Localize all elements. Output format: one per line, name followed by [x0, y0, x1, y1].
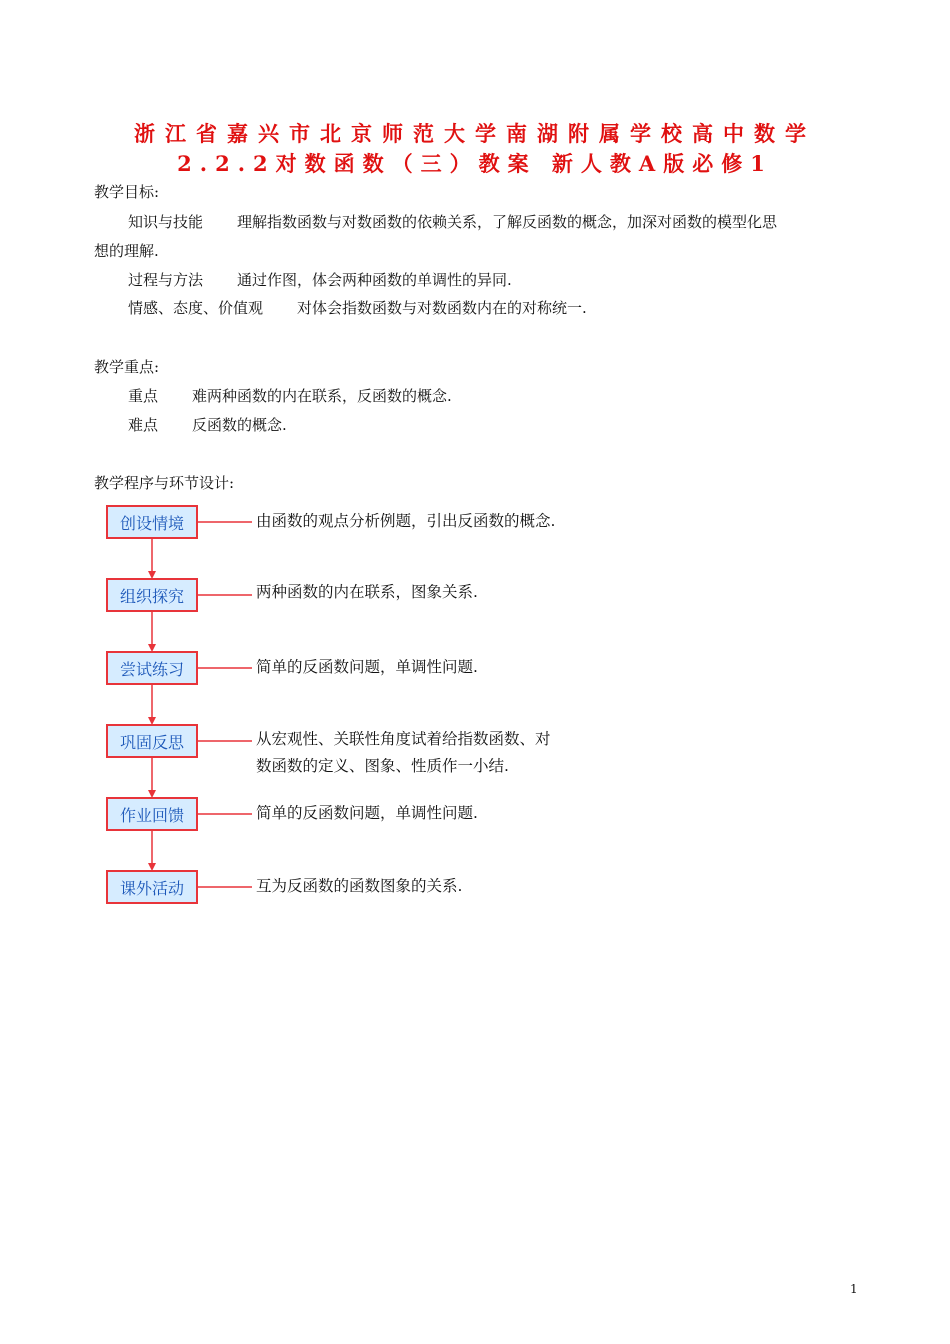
keypoints-heading: 教学重点: [94, 358, 160, 376]
flow-step-desc-line: 数函数的定义、图象、性质作一小结. [256, 757, 509, 775]
objective-knowledge [128, 212, 777, 232]
keypoint-key-text: 难两种函数的内在联系，反函数的概念. [192, 387, 452, 405]
flow-step-desc-1 [256, 508, 555, 535]
keypoint-key [128, 386, 452, 406]
flow-step-desc-line: 简单的反函数问题，单调性问题. [256, 804, 478, 822]
objective-knowledge-text-cont: 想的理解. [94, 242, 159, 260]
keypoint-difficult-label: 难点 [128, 416, 159, 434]
keypoint-difficult-text: 反函数的概念. [192, 416, 287, 434]
objective-emotion-label: 情感、态度、价值观 [128, 299, 264, 317]
flow-step-desc-6 [256, 873, 462, 900]
flow-step-box-3: 尝试练习 [106, 651, 198, 685]
page-number: 1 [850, 1282, 858, 1296]
flow-step-desc-4 [256, 726, 551, 780]
flow-step-desc-3 [256, 654, 478, 681]
procedure-heading: 教学程序与环节设计: [94, 474, 235, 492]
flow-step-box-6: 课外活动 [106, 870, 198, 904]
objective-knowledge-text: 理解指数函数与对数函数的依赖关系，了解反函数的概念，加深对函数的模型化思 [237, 213, 778, 231]
flow-step-box-4: 巩固反思 [106, 724, 198, 758]
objectives-heading: 教学目标: [94, 183, 160, 201]
objective-process [128, 270, 512, 290]
flow-step-box-1: 创设情境 [106, 505, 198, 539]
objective-emotion [128, 298, 587, 318]
flow-step-box-2: 组织探究 [106, 578, 198, 612]
document-title-line1: 浙江省嘉兴市北京师范大学南湖附属学校高中数学 [134, 121, 816, 146]
objective-knowledge-label: 知识与技能 [128, 213, 204, 231]
objective-emotion-text: 对体会指数函数与对数函数内在的对称统一. [297, 299, 587, 317]
document-title-line2: 2.2.2对数函数（三）教案 新人教A版必修1 [177, 151, 773, 176]
flow-step-desc-line: 由函数的观点分析例题，引出反函数的概念. [256, 512, 556, 530]
objective-process-text: 通过作图，体会两种函数的单调性的异同. [237, 271, 512, 289]
flow-step-desc-line: 简单的反函数问题，单调性问题. [256, 658, 478, 676]
flow-step-box-5: 作业回馈 [106, 797, 198, 831]
flow-step-desc-line: 从宏观性、关联性角度试着给指数函数、对 [256, 730, 551, 748]
flow-step-desc-line: 两种函数的内在联系，图象关系. [256, 583, 478, 601]
objective-process-label: 过程与方法 [128, 271, 204, 289]
flow-step-desc-line: 互为反函数的函数图象的关系. [256, 877, 463, 895]
flow-step-desc-2 [256, 579, 478, 606]
keypoint-key-label: 重点 [128, 387, 159, 405]
keypoint-difficult [128, 415, 287, 435]
flow-step-desc-5 [256, 800, 478, 827]
